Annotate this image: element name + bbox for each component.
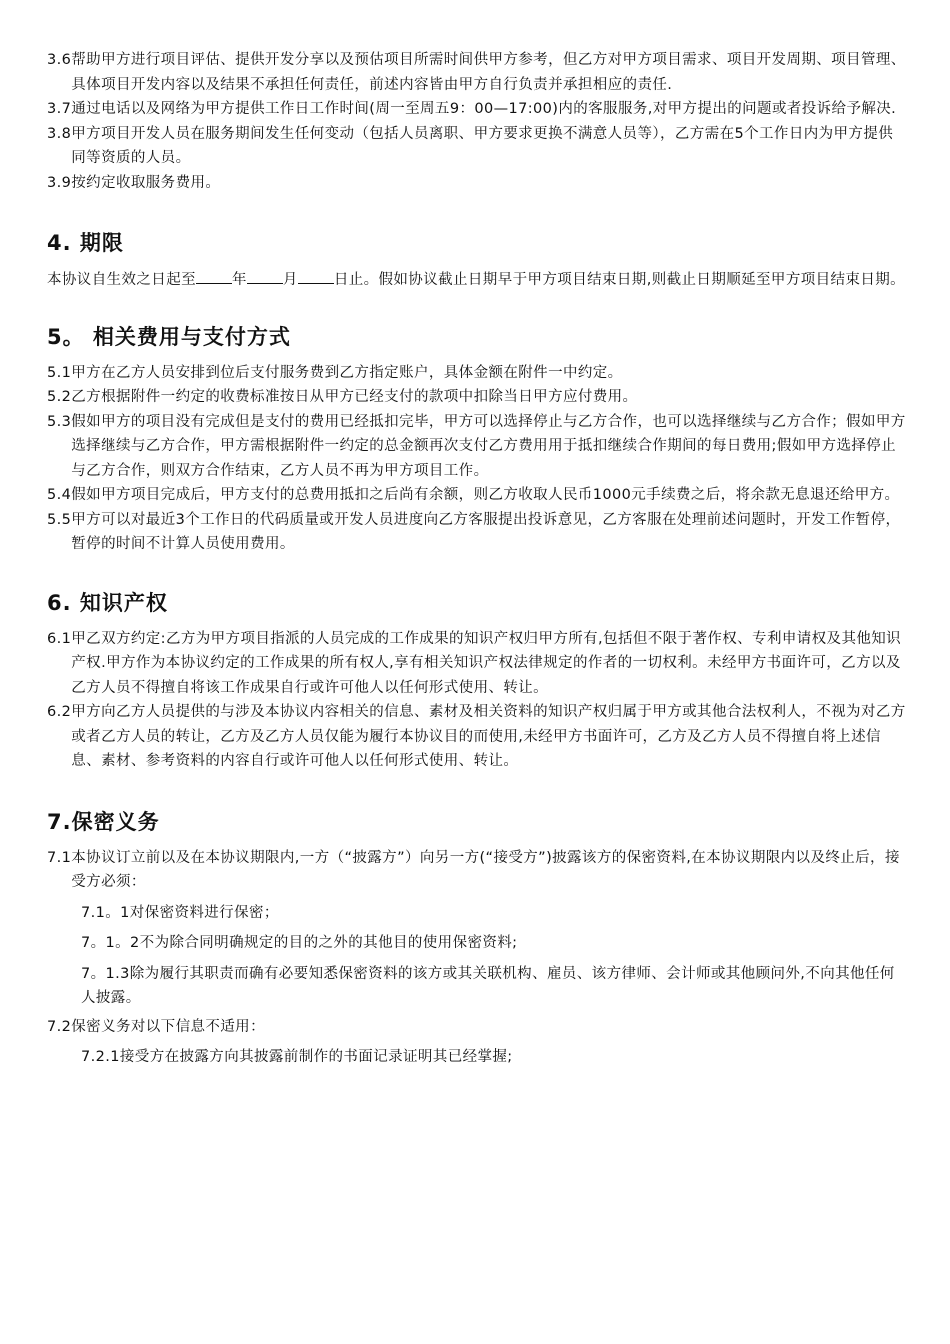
clause-5-3	[47, 410, 907, 484]
clause-6-1	[47, 627, 907, 701]
clause-number: 6.2	[47, 704, 72, 720]
section-6-items	[47, 627, 907, 774]
clause-3-9	[47, 171, 907, 196]
clause-number: 6.1	[47, 630, 72, 647]
clause-text: 乙方根据附件一约定的收费标准按日从甲方已经支付的款项中扣除当日甲方应付费用。	[71, 389, 638, 405]
clause-number: 5.1	[47, 364, 72, 381]
year-blank	[196, 267, 232, 284]
section-5-items	[47, 361, 907, 557]
subclause-7-1-3: 7。1.3除为履行其职责而确有必要知悉保密资料的该方或其关联机构、雇员、该方律师、会计师或其他顾问外,不向其他任何人披露。	[81, 965, 895, 1006]
section-4-text	[47, 267, 907, 293]
clause-5-1	[47, 361, 907, 386]
clause-number: 7.1	[47, 849, 72, 866]
document-page	[47, 48, 907, 1070]
clause-number: 7.2	[47, 1018, 72, 1035]
clause-text: 甲方可以对最近3个工作日的代码质量或开发人员进度向乙方客服提出投诉意见，乙方客服在处理前述问题时，开发工作暂停，暂停的时间不计算人员使用费用。	[71, 511, 901, 552]
clause-number: 5.4	[47, 487, 72, 503]
clause-text: 按约定收取服务费用。	[71, 174, 221, 191]
clause-6-2	[47, 700, 907, 774]
clause-text: 甲方向乙方人员提供的与涉及本协议内容相关的信息、素材及相关资料的知识产权归属于甲方或其他合法权利人，不视为对乙方或者乙方人员的转让，乙方及乙方人员仅能为履行本协议目的而使用,未经甲方书面许可，乙方及乙方人员不得擅自将上述信息、素材、参考资料的内容自行或许可他人以任何形式使用、转让。	[71, 704, 906, 769]
clause-5-4	[47, 483, 907, 508]
clause-3-8	[47, 122, 907, 171]
clause-3-7	[47, 97, 907, 122]
clause-text: 甲方在乙方人员安排到位后支付服务费到乙方指定账户，具体金额在附件一中约定。	[71, 364, 623, 381]
clause-text: 甲乙双方约定:乙方为甲方项目指派的人员完成的工作成果的知识产权归甲方所有,包括但不限于著作权、专利申请权及其他知识产权.甲方作为本协议约定的工作成果的所有权人,享有相关知识产权法律规定的作者的一切权利。未经甲方书面许可，乙方以及乙方人员不得擅自将该工作成果自行或许可他人以任何形式使用、转让。	[71, 630, 902, 696]
section-5-heading: 5。 相关费用与支付方式	[47, 324, 291, 349]
clause-7-2	[47, 1015, 907, 1040]
clause-text: 假如甲方的项目没有完成但是支付的费用已经抵扣完毕，甲方可以选择停止与乙方合作，也可以选择继续与乙方合作；假如甲方选择继续与乙方合作，甲方需根据附件一约定的总金额再次支付乙方费用用于抵扣继续合作期间的每日费用;假如甲方选择停止与乙方合作，则双方合作结束，乙方人员不再为甲方项目工作。	[71, 413, 906, 479]
subclause-7-1-1: 7.1。1对保密资料进行保密；	[81, 904, 279, 921]
clause-text: 本协议订立前以及在本协议期限内,一方（“披露方”）向另一方(“接受方”)披露该方的保密资料,在本协议期限内以及终止后，接受方必须：	[71, 849, 900, 890]
subclause-7-2-1: 7.2.1接受方在披露方向其披露前制作的书面记录证明其已经掌握;	[81, 1049, 513, 1065]
section-4-heading: 4. 期限	[47, 231, 124, 255]
section-7-heading: 7.保密义务	[47, 809, 160, 834]
clause-number: 3.9	[47, 174, 72, 191]
clause-number: 5.3	[47, 413, 72, 430]
month-blank	[247, 267, 283, 284]
section-6-heading: 6. 知识产权	[47, 590, 168, 615]
clause-number: 5.2	[47, 389, 72, 405]
clause-text: 甲方项目开发人员在服务期间发生任何变动（包括人员离职、甲方要求更换不满意人员等），乙方需在5个工作日内为甲方提供同等资质的人员。	[71, 125, 894, 166]
clause-5-5	[47, 508, 907, 557]
clause-7-1	[47, 846, 907, 895]
clause-text: 通过电话以及网络为甲方提供工作日工作时间(周一至周五9：00—17:00)内的客服服务,对甲方提出的问题或者投诉给予解决.	[71, 101, 897, 117]
section-3-items	[47, 48, 907, 195]
clause-number: 3.7	[47, 101, 72, 117]
term-text-end: 日止。假如协议截止日期早于甲方项目结束日期,则截止日期顺延至甲方项目结束日期。	[333, 272, 906, 288]
term-text-start: 本协议自生效之日起至	[47, 272, 196, 288]
clause-text: 帮助甲方进行项目评估、提供开发分享以及预估项目所需时间供甲方参考，但乙方对甲方项目需求、项目开发周期、项目管理、具体项目开发内容以及结果不承担任何责任，前述内容皆由甲方自行负责并承担相应的责任.	[71, 52, 906, 93]
section-7-items	[47, 846, 907, 1070]
month-label: 月	[282, 272, 298, 288]
clause-text: 假如甲方项目完成后，甲方支付的总费用抵扣之后尚有余额，则乙方收取人民币1000元手续费之后，将余款无息退还给甲方。	[71, 487, 900, 503]
year-label: 年	[232, 272, 247, 288]
clause-number: 3.6	[47, 52, 72, 68]
clause-number: 5.5	[47, 511, 72, 528]
clause-number: 3.8	[47, 125, 72, 142]
subclause-7-1-2: 7。1。2不为除合同明确规定的目的之外的其他目的使用保密资料;	[81, 935, 518, 951]
day-blank	[298, 267, 334, 284]
clause-3-6	[47, 48, 907, 97]
clause-text: 保密义务对以下信息不适用：	[71, 1018, 265, 1035]
clause-5-2	[47, 385, 907, 410]
